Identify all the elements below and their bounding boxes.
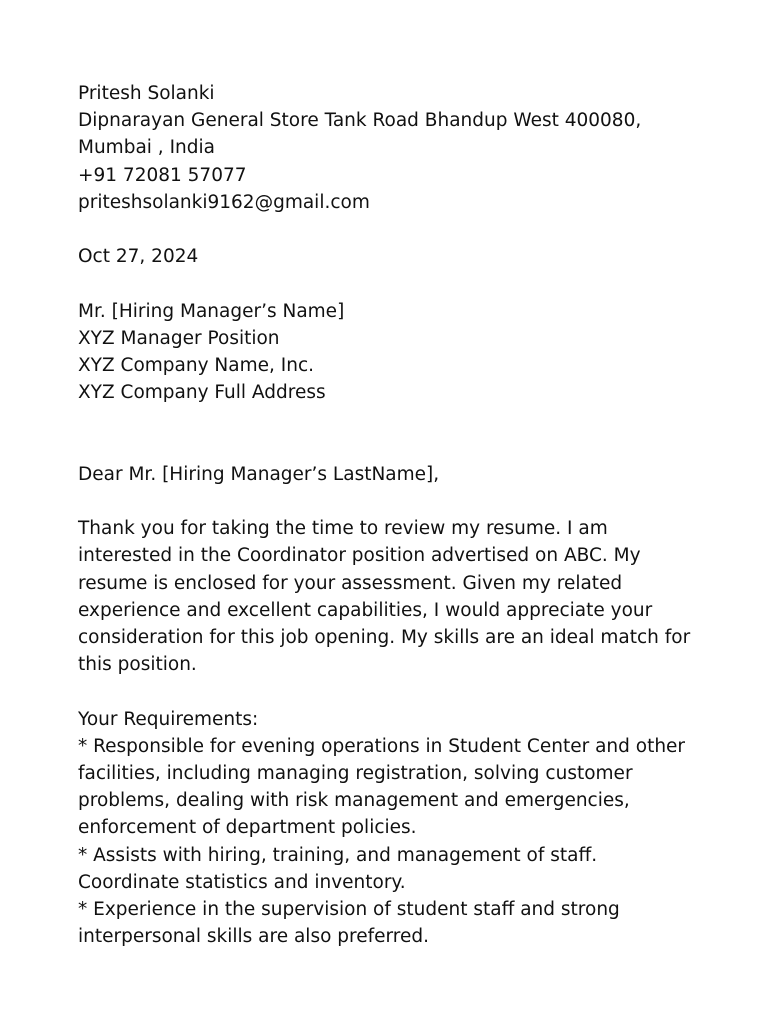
paragraph-line: resume is enclosed for your assessment. Given my related xyxy=(78,572,623,594)
body-paragraph-1 xyxy=(78,515,718,678)
requirement-line: enforcement of department policies. xyxy=(78,817,417,839)
sender-block xyxy=(78,80,718,216)
recipient-company: XYZ Company Name, Inc. xyxy=(78,355,314,376)
recipient-address: XYZ Company Full Address xyxy=(78,382,326,404)
recipient-name: Mr. [Hiring Manager’s Name] xyxy=(78,300,345,322)
requirement-line: interpersonal skills are also preferred. xyxy=(78,926,429,948)
sender-address-line-1: Dipnarayan General Store Tank Road Bhandup West 400080, xyxy=(78,110,642,132)
sender-phone: +91 72081 57077 xyxy=(78,164,247,186)
spacer xyxy=(78,488,718,515)
requirements-section xyxy=(78,706,718,951)
sender-name: Pritesh Solanki xyxy=(78,83,215,104)
requirement-line: * Assists with hiring, training, and management of staff. xyxy=(78,844,598,866)
paragraph-line: experience and excellent capabilities, I would appreciate your xyxy=(78,599,653,621)
requirement-line: * Experience in the supervision of student staff and strong xyxy=(78,899,620,921)
spacer xyxy=(78,270,718,297)
paragraph-line: consideration for this job opening. My skills are an ideal match for xyxy=(78,627,691,648)
requirements-heading: Your Requirements: xyxy=(78,708,259,730)
requirement-line: facilities, including managing registration, solving customer xyxy=(78,763,633,784)
sender-address-line-2: Mumbai , India xyxy=(78,137,215,159)
letter-date: Oct 27, 2024 xyxy=(78,246,199,268)
paragraph-line: Thank you for taking the time to review my resume. I am xyxy=(78,518,608,540)
paragraph-line: this position. xyxy=(78,654,197,676)
recipient-block xyxy=(78,298,718,407)
paragraph-line: interested in the Coordinator position advertised on ABC. My xyxy=(78,545,641,567)
requirement-line: problems, dealing with risk management and emergencies, xyxy=(78,790,630,812)
spacer xyxy=(78,216,718,243)
salutation: Dear Mr. [Hiring Manager’s LastName], xyxy=(78,463,440,485)
spacer xyxy=(78,678,718,705)
requirement-line: Coordinate statistics and inventory. xyxy=(78,871,406,893)
requirement-line: * Responsible for evening operations in Student Center and other xyxy=(78,735,686,757)
recipient-position: XYZ Manager Position xyxy=(78,327,280,349)
cover-letter xyxy=(78,80,718,950)
spacer xyxy=(78,406,718,460)
sender-email: priteshsolanki9162@gmail.com xyxy=(78,191,370,213)
